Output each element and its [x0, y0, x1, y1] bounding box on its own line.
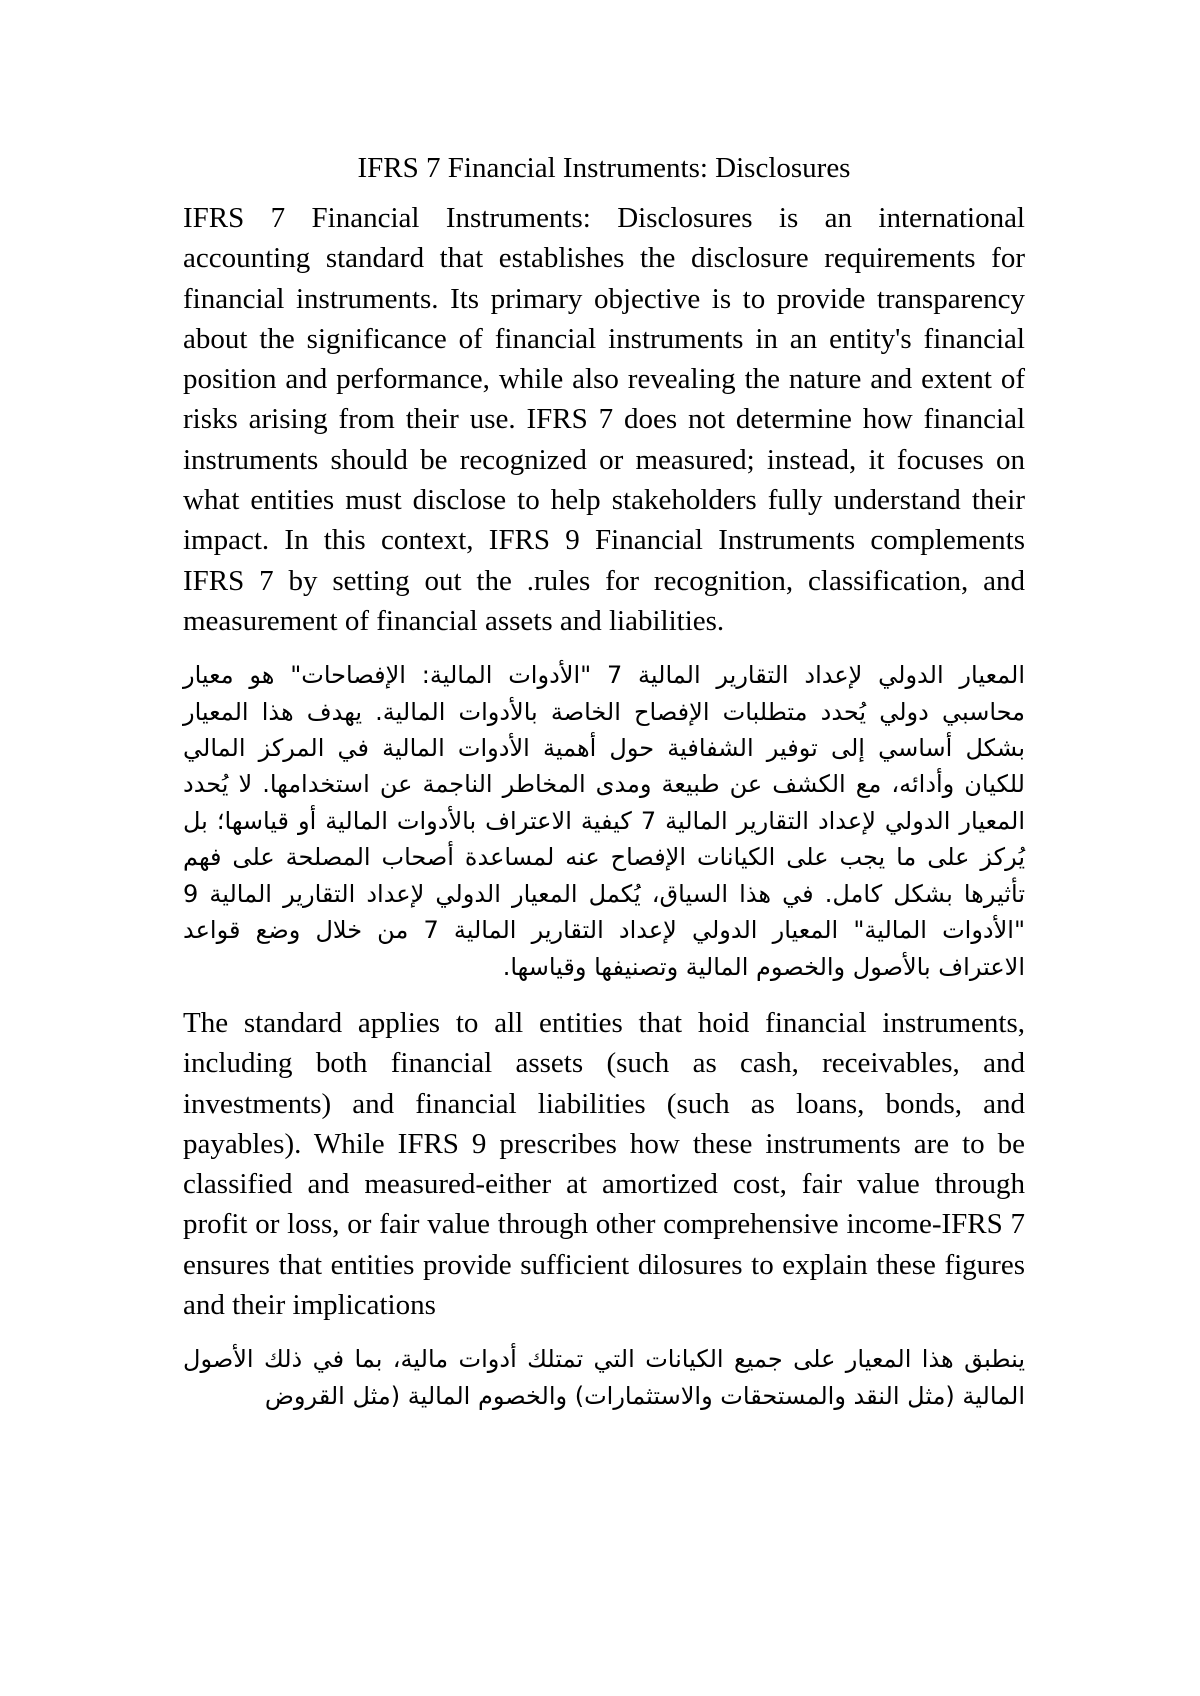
document-body	[183, 148, 1025, 1432]
arabic-paragraph-2: ينطبق هذا المعيار على جميع الكيانات التي تمتلك أدوات مالية، بما في ذلك الأصول المالية (مثل النقد والمستحقات والاستثمارات) والخصوم المالية (مثل القروض	[183, 1345, 1025, 1410]
arabic-paragraph-1: المعيار الدولي لإعداد التقارير المالية 7 "الأدوات المالية: الإفصاحات" هو معيار محاسبي دولي يُحدد متطلبات الإفصاح الخاصة بالأدوات المالية. يهدف هذا المعيار بشكل أساسي إلى توفير الشفافية حول أهمية الأدوات المالية في المركز المالي للكيان وأدائه، مع الكشف عن طبيعة ومدى المخاطر الناجمة عن استخدامها. لا يُحدد المعيار الدولي لإعداد التقارير المالية 7 كيفية الاعتراف بالأدوات المالية أو قياسها؛ بل يُركز على ما يجب على الكيانات الإفصاح عنه لمساعدة أصحاب المصلحة على فهم تأثيرها بشكل كامل. في هذا السياق، يُكمل المعيار الدولي لإعداد التقارير المالية 9 "الأدوات المالية" المعيار الدولي لإعداد التقارير المالية 7 من خلال وضع قواعد الاعتراف بالأصول والخصوم المالية وتصنيفها وقياسها.	[183, 661, 1026, 981]
english-paragraph-1: IFRS 7 Financial Instruments: Disclosures is an international accounting standard that establishes the disclosure requirements for financial instruments. Its primary objective is to provide transparency about the significance of financial instruments in an entity's financial position and performance, while also revealing the nature and extent of risks arising from their use. IFRS 7 does not determine how financial instruments should be recognized or measured; instead, it focuses on what entities must disclose to help stakeholders fully understand their impact. In this context, IFRS 9 Financial Instruments complements IFRS 7 by setting out the .rules for recognition, classification, and measurement of financial assets and liabilities.	[183, 202, 1025, 637]
document-title: IFRS 7 Financial Instruments: Disclosures	[357, 152, 851, 184]
english-paragraph-2: The standard applies to all entities that hoid financial instruments, including both financial assets (such as cash, receivables, and investments) and financial liabilities (such as loans, bonds, and payables). While IFRS 9 prescribes how these instruments are to be classified and measured-either at amortized cost, fair value through profit or loss, or fair value through other comprehensive income-IFRS 7 ensures that entities provide sufficient dilosures to explain these figures and their implications	[183, 1006, 1025, 1321]
